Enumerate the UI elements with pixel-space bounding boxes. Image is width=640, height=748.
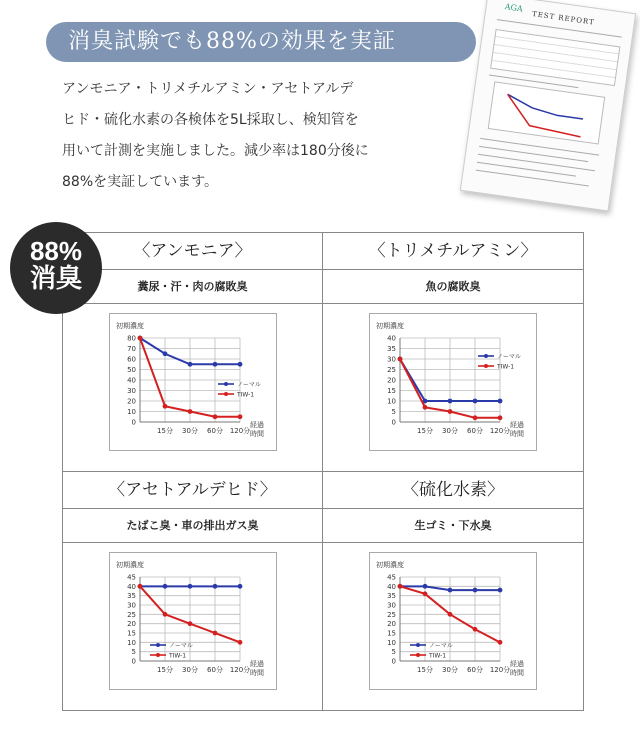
report-rule <box>477 162 576 177</box>
mini-tiw-line <box>503 94 585 137</box>
y-tick-label: 15 <box>127 629 136 638</box>
y-tick-label: 15 <box>387 387 396 395</box>
data-point <box>163 612 168 617</box>
chart-box <box>109 313 277 451</box>
legend-marker <box>416 643 420 647</box>
y-tick-label: 20 <box>127 397 136 406</box>
data-point <box>213 584 218 589</box>
y-tick-label: 5 <box>391 648 396 657</box>
data-point <box>498 399 503 404</box>
intro-line: 88%を実証しています。 <box>62 174 218 190</box>
y-tick-label: 10 <box>127 638 136 647</box>
data-point <box>213 631 218 636</box>
x-tick-label: 30分 <box>182 427 198 435</box>
panel-subtitle: 魚の腐敗臭 <box>323 270 583 304</box>
data-point <box>498 640 503 645</box>
intro-line: アンモニア・トリメチルアミン・アセトアルデ <box>62 81 354 97</box>
legend-label: TIW-1 <box>429 652 447 660</box>
x-axis-label: 時間 <box>510 430 524 438</box>
data-point <box>238 584 243 589</box>
y-tick-label: 25 <box>387 366 396 374</box>
data-point <box>163 351 168 356</box>
y-axis-label: 初期濃度 <box>116 561 144 569</box>
data-point <box>138 336 143 341</box>
x-tick-label: 15分 <box>417 666 433 674</box>
panel-ammonia <box>63 233 323 472</box>
legend-marker <box>224 392 228 396</box>
legend-label: TIW-1 <box>237 391 255 399</box>
legend-label: ノーマル <box>497 353 521 361</box>
panel-hydrogen-sulfide <box>323 472 583 711</box>
panel-title: 〈硫化水素〉 <box>323 472 583 509</box>
y-tick-label: 35 <box>127 592 136 601</box>
data-point <box>238 414 243 419</box>
legend-label: TIW-1 <box>169 652 187 660</box>
line-chart <box>370 553 537 690</box>
x-tick-label: 120分 <box>489 427 511 435</box>
chart-box <box>369 313 537 451</box>
y-tick-label: 45 <box>387 573 396 582</box>
intro-line: 用いて計測を実施しました。減少率は180分後に <box>62 143 369 159</box>
y-tick-label: 40 <box>127 582 136 591</box>
y-axis-label: 初期濃度 <box>376 322 404 330</box>
data-point <box>423 591 428 596</box>
panel-subtitle: 糞尿・汗・肉の腐敗臭 <box>63 270 322 304</box>
y-tick-label: 5 <box>131 648 136 657</box>
report-rule <box>479 146 588 162</box>
results-grid <box>62 232 584 711</box>
legend-marker <box>156 643 160 647</box>
x-tick-label: 30分 <box>442 427 458 435</box>
report-mini-chart <box>488 81 606 144</box>
x-axis-label: 経過 <box>510 660 524 668</box>
chart-box <box>369 552 537 690</box>
y-tick-label: 0 <box>391 657 396 666</box>
y-tick-label: 35 <box>387 592 396 601</box>
x-tick-label: 60分 <box>207 427 223 435</box>
report-rule <box>478 154 595 171</box>
data-point <box>188 621 193 626</box>
x-tick-label: 15分 <box>157 427 173 435</box>
y-tick-label: 35 <box>387 345 396 353</box>
panel-trimethylamine <box>323 233 583 472</box>
report-header: TEST REPORT <box>531 9 596 27</box>
data-point <box>188 362 193 367</box>
result-badge <box>10 222 102 314</box>
chart-box <box>109 552 277 690</box>
data-point <box>473 415 478 420</box>
panel-subtitle: 生ゴミ・下水臭 <box>323 509 583 543</box>
y-tick-label: 0 <box>131 418 136 427</box>
data-point <box>473 399 478 404</box>
y-tick-label: 60 <box>127 355 136 364</box>
legend-marker <box>224 382 228 386</box>
data-point <box>213 362 218 367</box>
data-point <box>498 588 503 593</box>
data-point <box>238 362 243 367</box>
y-tick-label: 40 <box>127 376 136 385</box>
y-tick-label: 15 <box>387 629 396 638</box>
y-tick-label: 30 <box>127 387 136 395</box>
banner-title: 消臭試験でも88%の効果を実証 <box>68 29 396 54</box>
data-point <box>448 612 453 617</box>
data-point <box>188 409 193 414</box>
y-axis-label: 初期濃度 <box>116 322 144 330</box>
y-tick-label: 45 <box>127 573 136 582</box>
x-tick-label: 120分 <box>229 427 251 435</box>
data-point <box>423 584 428 589</box>
data-point <box>448 409 453 414</box>
data-point <box>213 414 218 419</box>
data-point <box>238 640 243 645</box>
x-tick-label: 60分 <box>467 666 483 674</box>
data-point <box>138 584 143 589</box>
x-tick-label: 120分 <box>489 666 511 674</box>
x-tick-label: 15分 <box>157 666 173 674</box>
y-tick-label: 40 <box>387 334 396 343</box>
y-tick-label: 30 <box>387 355 396 364</box>
x-tick-label: 15分 <box>417 427 433 435</box>
x-axis-label: 時間 <box>510 669 524 677</box>
legend-marker <box>156 653 160 657</box>
data-point <box>448 399 453 404</box>
page-banner <box>46 22 476 62</box>
y-tick-label: 30 <box>387 601 396 610</box>
x-axis-label: 時間 <box>250 669 264 677</box>
legend-marker <box>416 653 420 657</box>
y-tick-label: 20 <box>387 376 396 385</box>
y-tick-label: 0 <box>131 657 136 666</box>
x-axis-label: 経過 <box>250 421 264 429</box>
y-tick-label: 70 <box>127 345 136 353</box>
data-point <box>163 584 168 589</box>
y-tick-label: 25 <box>127 610 136 619</box>
data-point <box>498 415 503 420</box>
data-point <box>423 405 428 410</box>
x-axis-label: 経過 <box>510 421 524 429</box>
data-point <box>398 357 403 362</box>
x-tick-label: 60分 <box>467 427 483 435</box>
panel-subtitle: たばこ臭・車の排出ガス臭 <box>63 509 322 543</box>
legend-label: TIW-1 <box>497 363 515 371</box>
legend-marker <box>484 364 488 368</box>
report-logo: AGA <box>504 2 524 14</box>
x-tick-label: 120分 <box>229 666 251 674</box>
panel-title: 〈アセトアルデヒド〉 <box>63 472 322 509</box>
y-tick-label: 10 <box>387 397 396 406</box>
y-tick-label: 20 <box>127 620 136 629</box>
mini-normal-line <box>506 94 585 119</box>
data-point <box>188 584 193 589</box>
data-point <box>448 588 453 593</box>
data-point <box>398 584 403 589</box>
badge-label: 消臭 <box>29 264 82 294</box>
y-tick-label: 40 <box>387 582 396 591</box>
legend-label: ノーマル <box>237 381 261 389</box>
y-tick-label: 25 <box>387 610 396 619</box>
intro-text <box>62 74 452 198</box>
y-tick-label: 30 <box>127 601 136 610</box>
badge-percent: 88% <box>29 236 83 266</box>
report-rule <box>476 170 589 187</box>
y-tick-label: 5 <box>391 408 396 416</box>
data-point <box>163 404 168 409</box>
x-tick-label: 30分 <box>182 666 198 674</box>
y-tick-label: 80 <box>127 334 136 343</box>
legend-label: ノーマル <box>429 642 453 650</box>
legend-label: ノーマル <box>169 642 193 650</box>
panel-title: 〈アンモニア〉 <box>63 233 322 270</box>
data-point <box>473 627 478 632</box>
y-tick-label: 0 <box>391 418 396 427</box>
x-tick-label: 30分 <box>442 666 458 674</box>
y-tick-label: 10 <box>127 408 136 416</box>
y-axis-label: 初期濃度 <box>376 561 404 569</box>
data-point <box>473 588 478 593</box>
report-mini-chart-svg <box>489 82 607 145</box>
panel-title: 〈トリメチルアミン〉 <box>323 233 583 270</box>
x-tick-label: 60分 <box>207 666 223 674</box>
x-axis-label: 経過 <box>250 660 264 668</box>
x-axis-label: 時間 <box>250 430 264 438</box>
legend-marker <box>484 354 488 358</box>
line-chart <box>370 314 537 451</box>
y-tick-label: 20 <box>387 620 396 629</box>
intro-line: ヒド・硫化水素の各検体を5L採取し、検知管を <box>62 112 359 128</box>
line-chart <box>110 553 277 690</box>
y-tick-label: 10 <box>387 638 396 647</box>
y-tick-label: 50 <box>127 366 136 374</box>
test-report-image <box>460 0 636 211</box>
line-chart <box>110 314 277 451</box>
panel-acetaldehyde <box>63 472 323 711</box>
